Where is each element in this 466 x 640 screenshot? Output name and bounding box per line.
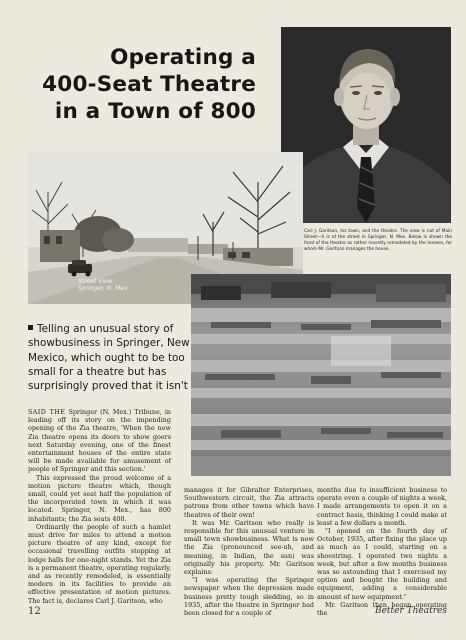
paragraph: This expressed the proud welcome of a motion picture theatre which, though small, could yet seat half the population of the incorporated town in which it was located. Springer, N. Mex., has 800 inhabitants; the Zia seats 400. <box>28 473 171 523</box>
theatre-interior-photo <box>191 274 451 476</box>
page-number: 12 <box>28 606 41 617</box>
headline-line-3: in a Town of 800 <box>54 99 256 124</box>
headline-line-1: Operating a <box>110 45 256 70</box>
article-deck: Telling an unusual story of showbusiness in Springer, New Mexico, which ought to be too small for a theatre but has surprisingly proved that it isn't <box>28 323 190 393</box>
lead-in: SAID THE <box>28 408 66 416</box>
paragraph: months due to insufficient business to operate even a couple of nights a week, I made arrangements to open it on a contract basis, thinking I could make at least a few dollars a month. <box>317 486 447 527</box>
paragraph: It was Mr. Garitson who really is responsible for this unusual venture in small town showbusiness. What is now the Zia (pronounced see-uh, and meaning, in Indian, the sun) was originally his property. Mr. Garitson explains: <box>184 518 314 577</box>
photo-caption: Carl J. Garitson, his town, and the theatre. The view is not of Main Street—it is of the street in Springer, N. Mex. Below is shown the front of the theatre as rather recently remodeled by the lessees, for whom Mr. Garitson manages the house. <box>304 229 452 252</box>
publication-name: Better Theatres <box>374 606 447 616</box>
paragraph: Ordinarily the people of such a hamlet must drive for miles to attend a motion picture theatre of any kind, except for occasional travelling outfits stopping at lodge halls for one-night stands. Yet the Zia is a permanent theatre, operating regularly, and as recently remodeled, is essentially modern in its facilities to provide an effective presentation of motion pictures. The fact is, declares Carl J. Garitson, who <box>28 522 171 605</box>
paragraph: Mr. Garitson then began operating the <box>317 600 447 618</box>
article-column-1 <box>28 408 171 605</box>
article-column-3 <box>317 486 447 617</box>
street-view-label: Street View Springer, N. Mex. <box>78 278 130 292</box>
paragraph: SAID THE Springer (N. Mex.) Tribune, in leading off its story on the impending opening of the Zia theatre, 'When the new Zia theatre opens its doors to show goers next Saturday evening, one of the finest entertainment houses of the entire state will be made available for amusement of people of Springer and this section.' <box>28 408 172 474</box>
paragraph: "I opened on the fourth day of October, 1935, after fixing the place up as much as I could, starting on a shoestring. I operated two nights a week, but after a few months business was so astounding that I exercised my option and bought the building and equipment, adding a considerable amount of new equipment." <box>317 527 447 601</box>
headline-line-2: 400-Seat Theatre <box>42 72 256 97</box>
portrait-photo <box>281 27 451 223</box>
bullet-icon <box>28 325 33 330</box>
article-column-2 <box>184 486 314 617</box>
paragraph: manages it for Gibralter Enterprises, Southwestern circuit, the Zia attracts patrons from other towns which have theatres of their own! <box>184 486 314 519</box>
paragraph: "I was operating the Springer newspaper when the depression made business pretty tough sledding, so in 1935, after the theatre in Springer had been closed for a couple of <box>184 576 314 618</box>
article-headline <box>40 44 256 125</box>
